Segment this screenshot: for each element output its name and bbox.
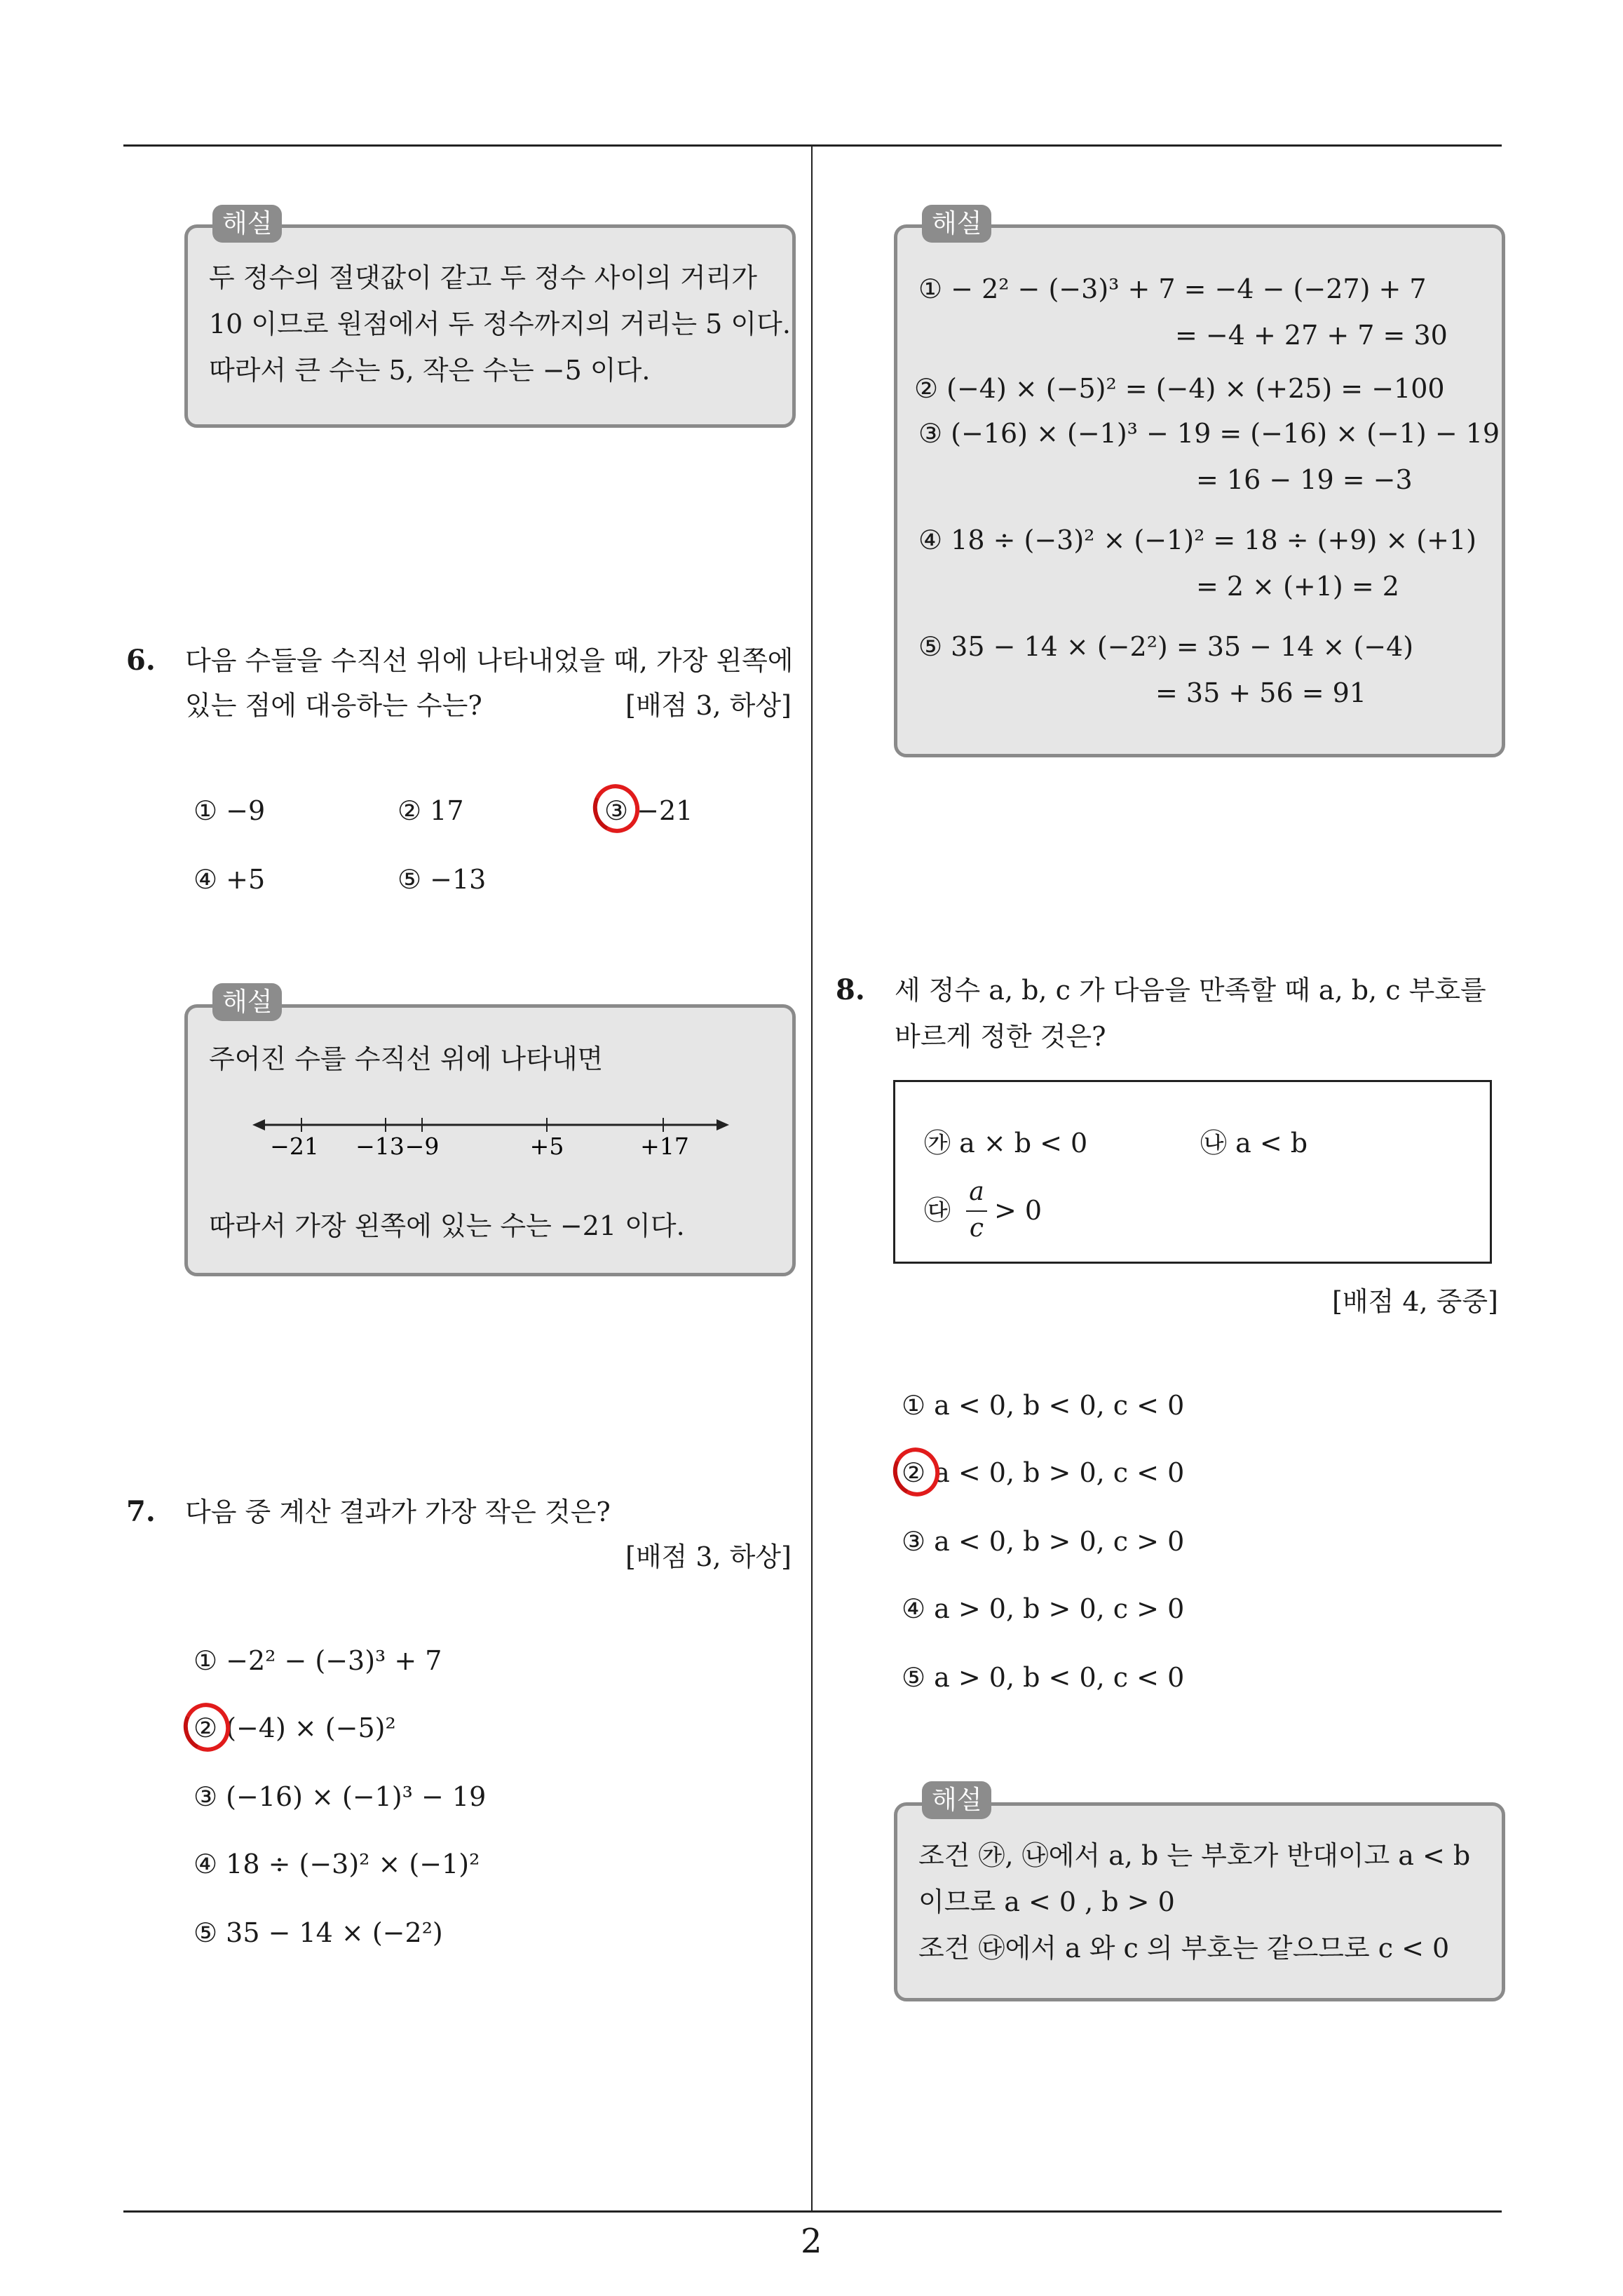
question-8-text-line-2: 바르게 정한 것은? xyxy=(895,1021,1106,1052)
solution-q7-line-5: = 16 − 19 = −3 xyxy=(1196,464,1413,495)
solution-q5-line-1: 두 정수의 절댓값이 같고 두 정수 사이의 거리가 xyxy=(209,262,758,293)
page-number: 2 xyxy=(801,2222,822,2261)
question-7-number: 7. xyxy=(126,1495,156,1528)
q6-choice-5[interactable]: ⑤ −13 xyxy=(398,864,487,895)
q7-choice-2[interactable]: ② (−4) × (−5)² xyxy=(193,1713,396,1743)
fraction-bar xyxy=(966,1210,987,1212)
solution-q7-line-7: = 2 × (+1) = 2 xyxy=(1196,571,1399,602)
q7-choice-3[interactable]: ③ (−16) × (−1)³ − 19 xyxy=(193,1781,487,1812)
bottom-rule xyxy=(123,2210,1502,2213)
solution-q7-line-9: = 35 + 56 = 91 xyxy=(1155,677,1366,708)
solution-q7-line-3: ② (−4) × (−5)² = (−4) × (+25) = −100 xyxy=(914,373,1445,404)
condition-da-denominator: c xyxy=(969,1214,984,1243)
solution-q7-line-1: ① − 2² − (−3)³ + 7 = −4 − (−27) + 7 xyxy=(918,274,1427,304)
solution-q8-line-3: 조건 ㉰에서 a 와 c 의 부호는 같으므로 c < 0 xyxy=(918,1933,1450,1964)
solution-q7-line-2: = −4 + 27 + 7 = 30 xyxy=(1175,320,1448,351)
tick-label-minus-13: −13 xyxy=(355,1133,405,1157)
q6-choice-2[interactable]: ② 17 xyxy=(398,795,464,826)
question-8-points: [배점 4, 중중] xyxy=(1332,1286,1498,1317)
solution-tag: 해설 xyxy=(212,205,282,243)
question-6-text-line-2: 있는 점에 대응하는 수는? xyxy=(185,690,482,721)
condition-da-numerator: a xyxy=(969,1177,984,1206)
tick-label-plus-5: +5 xyxy=(529,1133,564,1157)
condition-da-rest: > 0 xyxy=(994,1195,1043,1226)
solution-q6-line-2: 따라서 가장 왼쪽에 있는 수는 −21 이다. xyxy=(209,1210,685,1241)
q8-choice-4[interactable]: ④ a > 0, b > 0, c > 0 xyxy=(902,1593,1185,1624)
question-8-number: 8. xyxy=(836,973,865,1006)
solution-q7-line-8: ⑤ 35 − 14 × (−2²) = 35 − 14 × (−4) xyxy=(918,631,1414,662)
answer-mark-circle xyxy=(587,778,646,839)
answer-mark-circle xyxy=(177,1697,236,1758)
solution-tag: 해설 xyxy=(922,1781,991,1819)
q8-choice-1[interactable]: ① a < 0, b < 0, c < 0 xyxy=(902,1390,1185,1421)
tick-label-plus-17: +17 xyxy=(640,1133,689,1157)
answer-mark-circle xyxy=(887,1442,946,1503)
number-line xyxy=(252,1108,729,1157)
q8-choice-2[interactable]: ② a < 0, b > 0, c < 0 xyxy=(902,1457,1185,1488)
solution-q7-line-4: ③ (−16) × (−1)³ − 19 = (−16) × (−1) − 19 xyxy=(918,418,1500,449)
question-8-text-line-1: 세 정수 a, b, c 가 다음을 만족할 때 a, b, c 부호를 xyxy=(895,975,1486,1006)
solution-q6-line-1: 주어진 수를 수직선 위에 나타내면 xyxy=(209,1044,604,1074)
question-7-text: 다음 중 계산 결과가 가장 작은 것은? xyxy=(185,1497,611,1527)
q8-choice-5[interactable]: ⑤ a > 0, b < 0, c < 0 xyxy=(902,1662,1185,1693)
q6-choice-1[interactable]: ① −9 xyxy=(193,795,266,826)
q7-choice-4[interactable]: ④ 18 ÷ (−3)² × (−1)² xyxy=(193,1849,480,1879)
question-6-number: 6. xyxy=(126,644,156,677)
top-rule xyxy=(123,144,1502,147)
solution-q5-line-3: 따라서 큰 수는 5, 작은 수는 −5 이다. xyxy=(209,355,651,386)
q8-choice-3[interactable]: ③ a < 0, b > 0, c > 0 xyxy=(902,1526,1185,1557)
question-6-points: [배점 3, 하상] xyxy=(625,690,792,721)
q6-choice-4[interactable]: ④ +5 xyxy=(193,864,266,895)
q7-choice-1[interactable]: ① −2² − (−3)³ + 7 xyxy=(193,1645,442,1676)
question-6-text-line-1: 다음 수들을 수직선 위에 나타내었을 때, 가장 왼쪽에 xyxy=(185,645,794,676)
solution-q8-line-2: 이므로 a < 0 , b > 0 xyxy=(918,1886,1175,1917)
condition-da-mark: ㉰ xyxy=(924,1195,951,1226)
q6-choice-3[interactable]: ③ −21 xyxy=(604,795,693,826)
tick-label-minus-21: −21 xyxy=(270,1133,319,1157)
question-7-points: [배점 3, 하상] xyxy=(625,1541,792,1572)
solution-tag: 해설 xyxy=(212,983,282,1021)
column-divider xyxy=(811,144,813,2212)
condition-na: ㉯ a < b xyxy=(1200,1128,1308,1159)
solution-q7-line-6: ④ 18 ÷ (−3)² × (−1)² = 18 ÷ (+9) × (+1) xyxy=(918,525,1476,555)
solution-q5-line-2: 10 이므로 원점에서 두 정수까지의 거리는 5 이다. xyxy=(209,309,791,339)
solution-q8-line-1: 조건 ㉮, ㉯에서 a, b 는 부호가 반대이고 a < b xyxy=(918,1840,1471,1871)
q7-choice-5[interactable]: ⑤ 35 − 14 × (−2²) xyxy=(193,1917,443,1948)
condition-ga: ㉮ a × b < 0 xyxy=(924,1128,1088,1159)
solution-tag: 해설 xyxy=(922,205,991,243)
tick-label-minus-9: −9 xyxy=(405,1133,440,1157)
